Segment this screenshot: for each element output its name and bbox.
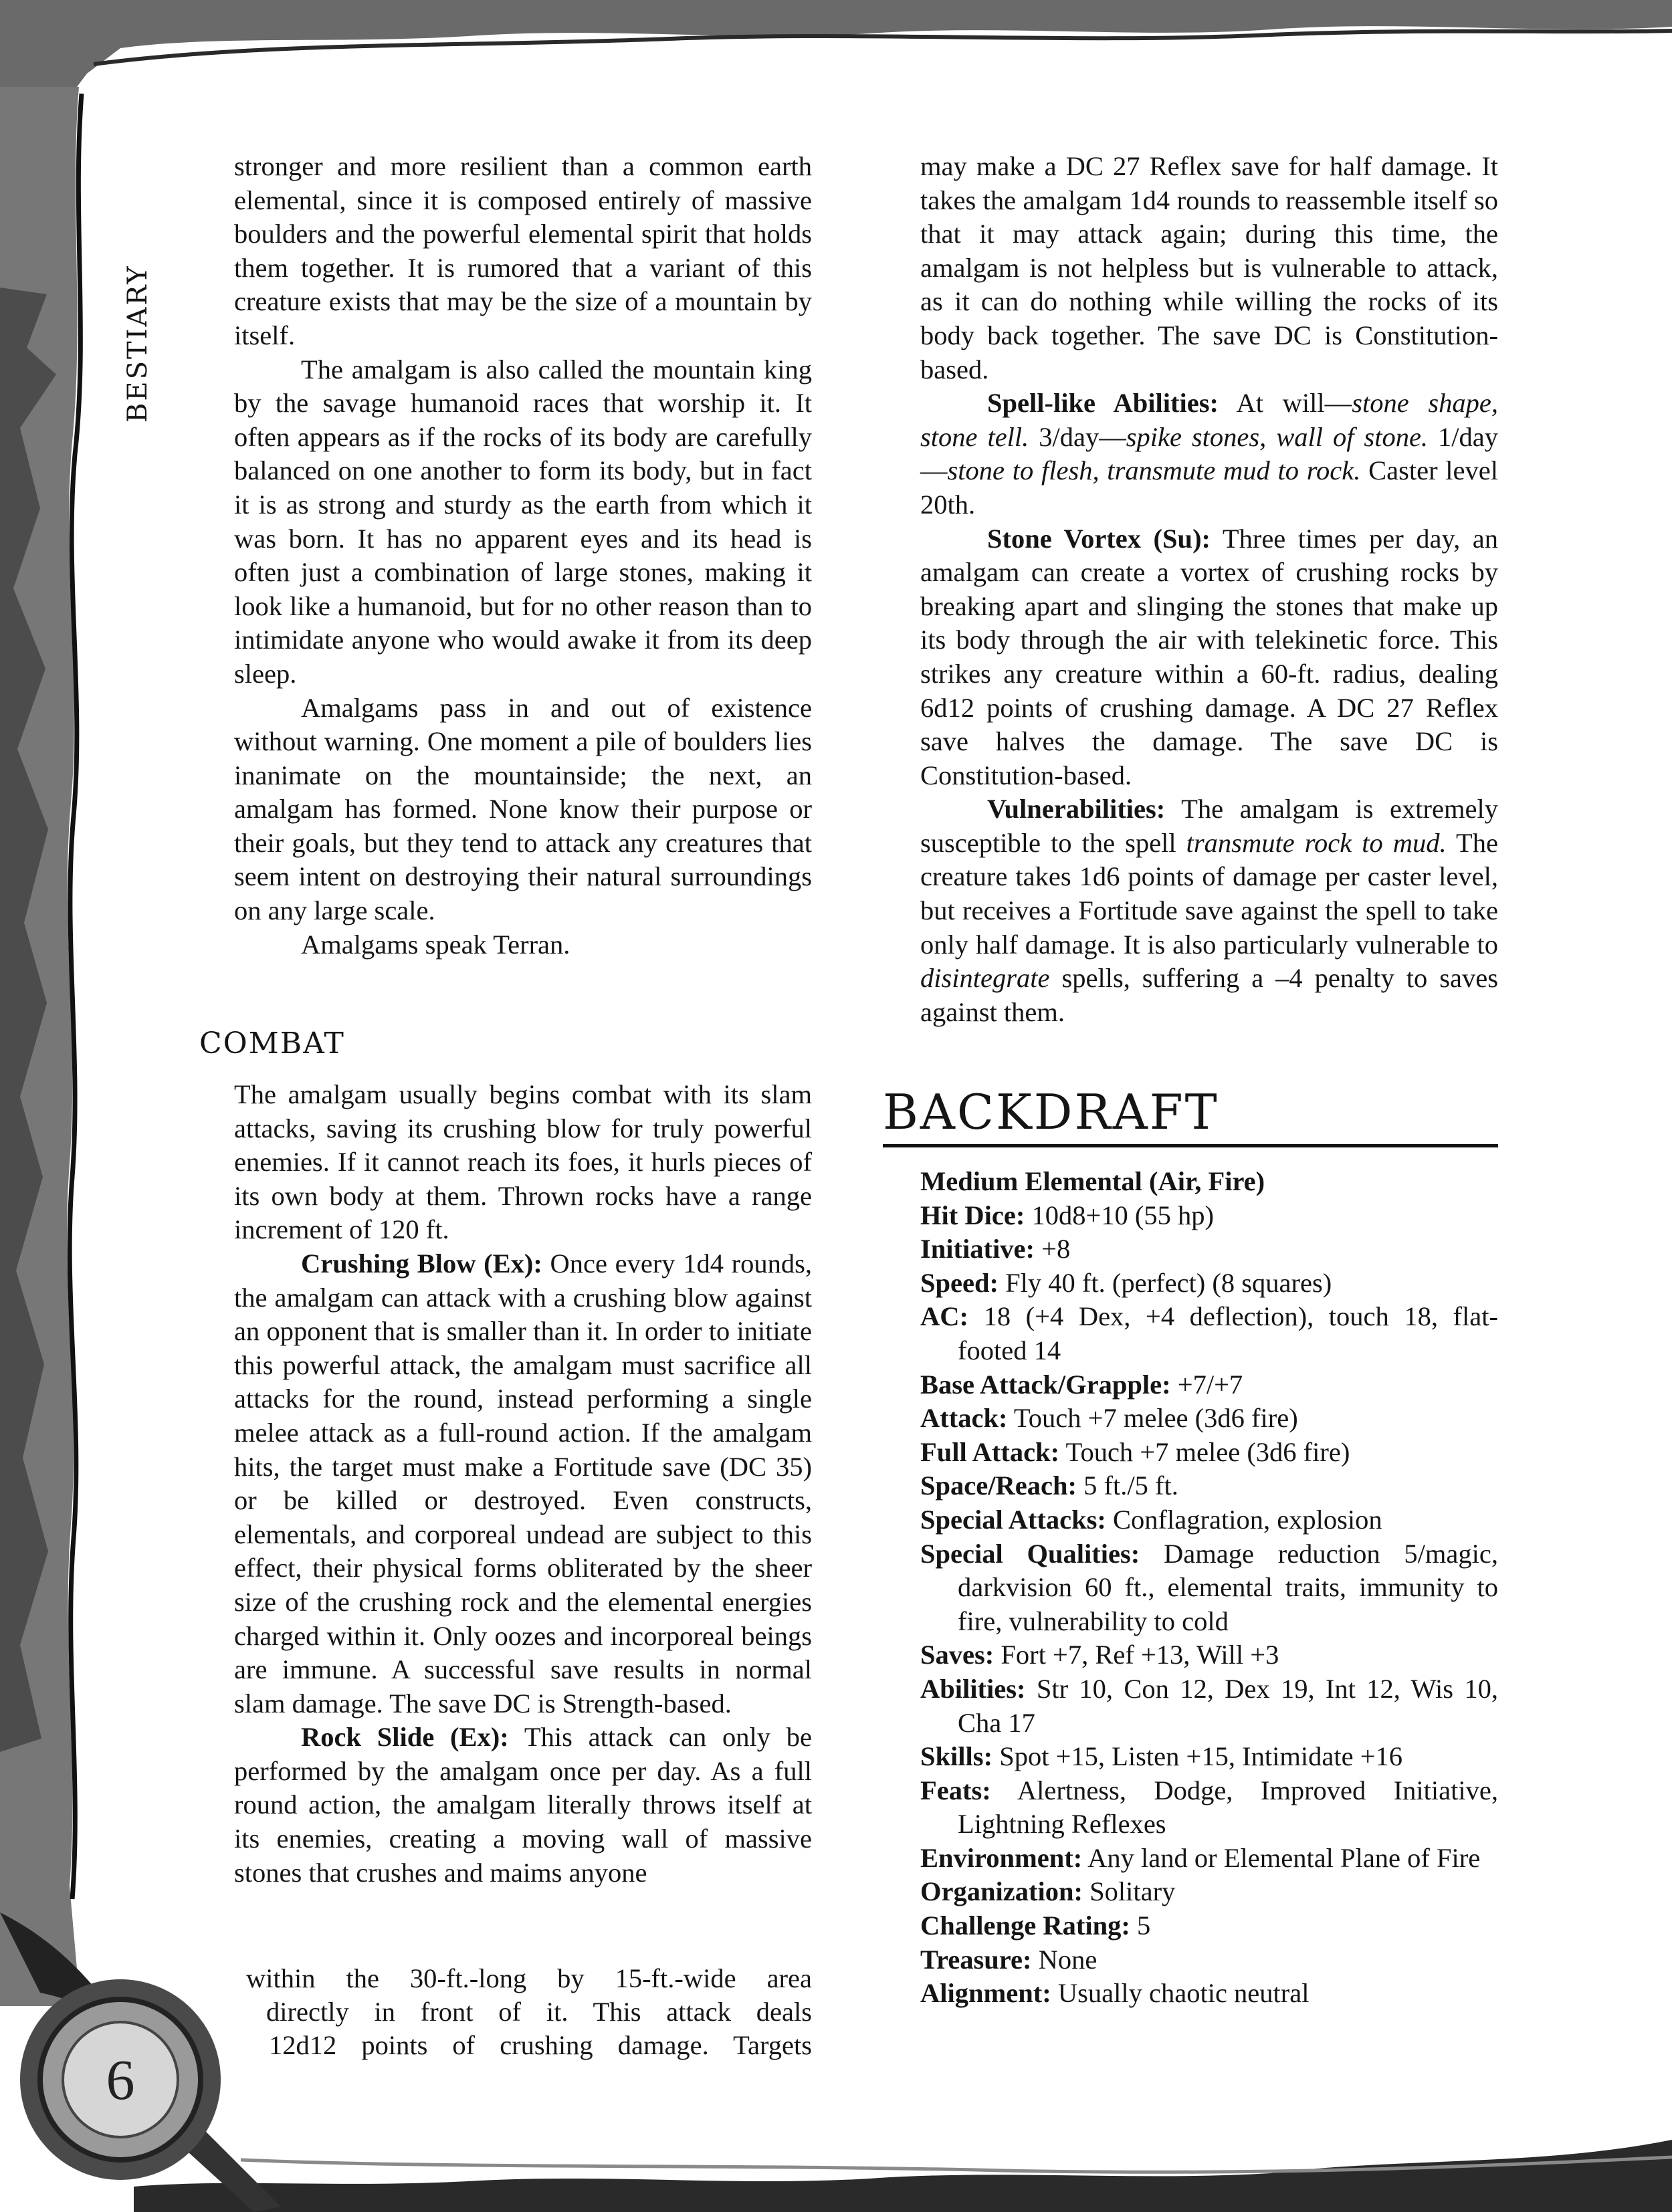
rock-slide-text: This attack can only be performed by the amalgam once per day. As a full round action, the amalgam literally throws itself at its enemies, creating a moving wall of massive stones that crushes and maims anyone	[234, 1722, 812, 1888]
stat-row	[920, 1740, 1498, 1774]
stat-label: Alignment:	[920, 1978, 1051, 2009]
stat-row	[920, 1774, 1498, 1842]
rock-slide-tail-2	[266, 1995, 812, 2029]
stat-row	[920, 1943, 1498, 1977]
rock-slide-line-4: 12d12 points of crushing damage. Targets	[269, 2030, 812, 2060]
stat-row	[920, 1909, 1498, 1943]
backdraft-stat-block	[920, 1165, 1498, 2011]
crushing-blow-text: Once every 1d4 rounds, the amalgam can attack with a crushing blow against an opponent that is smaller than it. In order to initiate this powerful attack, the amalgam must sacrifice all attacks for the round, instead performing a single melee attack as a full-round action. If the amalgam hits, the target must make a Fortitude save (DC 35) or be killed or destroyed. Even constructs, elementals, and corporeal undead are subject to this effect, their physical forms obliterated by the sheer size of the crushing rock and the elemental energies charged within it. Only oozes and incorporeal beings are immune. A successful save results in normal slam damage. The save DC is Strength-based.	[234, 1248, 812, 1719]
stat-row	[920, 1368, 1498, 1402]
stat-row	[920, 1537, 1498, 1639]
stat-value: Str 10, Con 12, Dex 19, Int 12, Wis 10, Cha 17	[958, 1673, 1499, 1738]
stone-vortex-label: Stone Vortex (Su):	[987, 523, 1211, 554]
stat-value: Touch +7 melee (3d6 fire)	[1065, 1436, 1350, 1467]
left-column-combat	[234, 1078, 812, 1890]
combat-heading: COMBAT	[199, 1026, 345, 1061]
stat-row	[920, 1672, 1498, 1740]
stat-value: Spot +15, Listen +15, Intimidate +16	[999, 1741, 1403, 1772]
stat-row	[920, 1199, 1498, 1233]
intro-paragraph-3: Amalgams pass in and out of existence without warning. One moment a pile of boulders lies inanimate on the mountainside; the next, an amalgam has formed. None know their purpose or their goals, but they tend to attack any creatures that seem intent on destroying their natural surroundings on any large scale.	[234, 692, 812, 926]
rock-slide-paragraph	[234, 1721, 812, 1890]
stat-row	[920, 1300, 1498, 1367]
stat-row	[920, 1875, 1498, 1909]
stat-value: Usually chaotic neutral	[1057, 1978, 1310, 2009]
stat-value: None	[1038, 1944, 1098, 1975]
stat-label: Initiative:	[920, 1234, 1035, 1264]
rock-slide-label: Rock Slide (Ex):	[301, 1722, 509, 1753]
rock-slide-line-3: directly in front of it. This attack deals	[266, 1997, 812, 2027]
rock-slide-tail	[246, 1962, 812, 1996]
rock-slide-tail-3	[269, 2029, 812, 2063]
stat-row	[920, 1638, 1498, 1672]
stat-label: Speed:	[920, 1267, 999, 1298]
stat-label: Base Attack/Grapple:	[920, 1369, 1171, 1400]
stat-value: Conflagration, explosion	[1113, 1504, 1382, 1535]
rock-slide-line-2: within the 30-ft.-long by 15-ft.-wide area	[246, 1963, 812, 1993]
crushing-blow-label: Crushing Blow (Ex):	[301, 1248, 542, 1279]
stat-value: 5	[1137, 1910, 1151, 1941]
stat-value: Solitary	[1089, 1876, 1176, 1907]
stat-row	[920, 1436, 1498, 1470]
stat-label: Challenge Rating:	[920, 1910, 1130, 1941]
stat-label: Saves:	[920, 1640, 995, 1670]
stat-label: Feats:	[920, 1775, 991, 1805]
left-column-top	[234, 150, 812, 962]
stat-label: Abilities:	[920, 1673, 1026, 1704]
intro-paragraph-1: stronger and more resilient than a common earth elemental, since it is composed entirely of massive boulders and the powerful elemental spirit that holds them together. It is rumored that a variant of this creature exists that may be the size of a mountain by itself.	[234, 151, 812, 350]
stat-type-line: Medium Elemental (Air, Fire)	[920, 1166, 1265, 1196]
intro-paragraph-2: The amalgam is also called the mountain king by the savage humanoid races that worship it. It often appears as if the rocks of its body are carefully balanced on one another to form its body, but in fact it is as strong and sturdy as the earth from which it was born. It has no apparent eyes and its head is often just a combination of large stones, making it look like a humanoid, but for no other reason than to intimidate anyone who would awake it from its deep sleep.	[234, 354, 812, 689]
stat-label: Skills:	[920, 1741, 993, 1772]
right-column	[920, 150, 1498, 1029]
stat-row	[920, 1266, 1498, 1301]
stone-vortex-paragraph: Stone Vortex (Su): Three times per day, an amalgam can create a vortex of crushing rocks by breaking apart and slinging the stones that make up its body through the air with telekinetic force. This strikes any creature within a 60-ft. radius, dealing 6d12 points of crushing damage. A DC 27 Reflex save halves the damage. The save DC is Constitution-based.	[920, 523, 1498, 790]
stat-value: +8	[1041, 1234, 1071, 1264]
stat-rows	[920, 1199, 1498, 2011]
stat-value: +7/+7	[1177, 1369, 1243, 1400]
stat-label: Hit Dice:	[920, 1200, 1025, 1230]
stat-value: Damage reduction 5/magic, darkvision 60 ft., elemental traits, immunity to fire, vulnerability to cold	[958, 1538, 1499, 1636]
backdraft-title: BACKDRAFT	[883, 1084, 1219, 1140]
stat-value: Alertness, Dodge, Improved Initiative, Lightning Reflexes	[958, 1775, 1498, 1840]
stat-row	[920, 1503, 1498, 1537]
spell-like-abilities-label: Spell-like Abilities:	[987, 388, 1219, 419]
stat-label: Special Attacks:	[920, 1504, 1106, 1535]
stat-row	[920, 1842, 1498, 1876]
stat-row	[920, 1469, 1498, 1503]
stat-value: 5 ft./5 ft.	[1083, 1470, 1178, 1501]
stat-label: Space/Reach:	[920, 1470, 1077, 1501]
stat-label: Special Qualities:	[920, 1538, 1140, 1569]
stat-value: Touch +7 melee (3d6 fire)	[1013, 1403, 1298, 1434]
stat-value: Fort +7, Ref +13, Will +3	[1001, 1640, 1279, 1670]
stat-row	[920, 1232, 1498, 1266]
vulnerabilities-label: Vulnerabilities:	[987, 794, 1166, 824]
rock-slide-continued: may make a DC 27 Reflex save for half damage. It takes the amalgam 1d4 rounds to reassemble itself so that it may attack again; during this time, the amalgam is not helpless but is vulnerable to attack, as it can do nothing while willing the rocks of its body back together. The save DC is Constitution-based.	[920, 151, 1498, 384]
crushing-blow-paragraph	[234, 1247, 812, 1721]
vulnerabilities-paragraph: Vulnerabilities: The amalgam is extremely susceptible to the spell transmute rock to mud. The creature takes 1d6 points of damage per caster level, but receives a Fortitude save against the spell to take only half damage. It is also particularly vulnerable to disintegrate spells, suffering a –4 penalty to saves against them.	[920, 794, 1498, 1027]
stat-label: Full Attack:	[920, 1436, 1060, 1467]
stat-label: AC:	[920, 1301, 968, 1332]
bottom-edge-shadow	[134, 2140, 1672, 2212]
page-number: 6	[106, 2048, 135, 2112]
stat-value: 18 (+4 Dex, +4 deflection), touch 18, flat-footed 14	[958, 1301, 1499, 1365]
title-divider	[883, 1144, 1498, 1147]
stat-row	[920, 1402, 1498, 1436]
stat-row	[920, 1977, 1498, 2011]
stat-value: 10d8+10 (55 hp)	[1031, 1200, 1215, 1230]
intro-paragraph-4: Amalgams speak Terran.	[301, 929, 570, 960]
stat-value: Fly 40 ft. (perfect) (8 squares)	[1005, 1267, 1332, 1298]
stat-label: Treasure:	[920, 1944, 1032, 1975]
spell-like-abilities-paragraph: Spell-like Abilities: At will—stone shape, stone tell. 3/day—spike stones, wall of stone. 1/day—stone to flesh, transmute mud to rock. Caster level 20th.	[920, 388, 1498, 520]
combat-paragraph: The amalgam usually begins combat with its slam attacks, saving its crushing blow for truly powerful enemies. If it cannot reach its foes, it hurls pieces of its own body at them. Thrown rocks have a range increment of 120 ft.	[234, 1079, 812, 1245]
stat-label: Organization:	[920, 1876, 1083, 1907]
stat-label: Environment:	[920, 1842, 1083, 1873]
sidebar-section-label: BESTIARY	[122, 264, 153, 423]
stat-label: Attack:	[920, 1403, 1008, 1434]
stat-value: Any land or Elemental Plane of Fire	[1087, 1842, 1481, 1873]
